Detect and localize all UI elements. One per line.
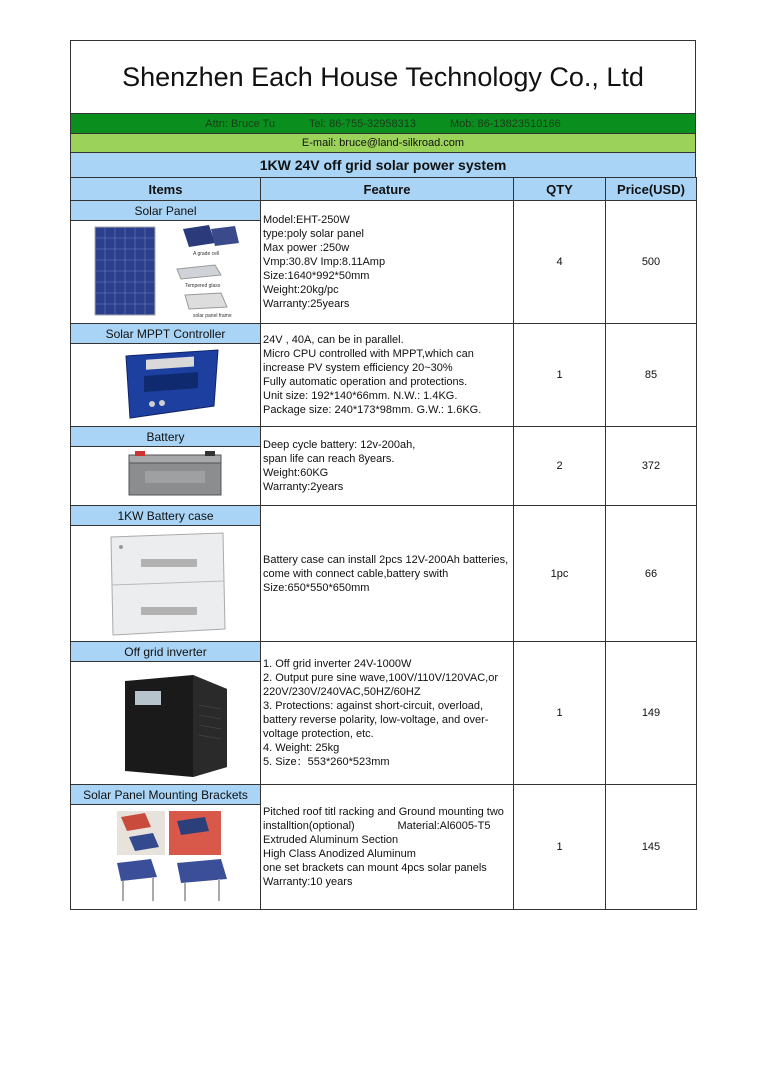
item-name: Off grid inverter: [71, 642, 261, 662]
battery-image: [71, 447, 261, 506]
item-price: 145: [606, 785, 697, 910]
item-qty: 4: [514, 201, 606, 324]
item-qty: 1: [514, 324, 606, 427]
table-row: [71, 201, 697, 221]
item-feature: Model:EHT-250W type:poly solar panel Max power :250w Vmp:30.8V Imp:8.11Amp Size:1640*992*50mm Weight:20kg/pc Warranty:25years: [261, 201, 514, 324]
item-price: 149: [606, 642, 697, 785]
email-text: E-mail: bruce@land-silkroad.com: [301, 137, 465, 149]
item-feature: Battery case can install 2pcs 12V-200Ah batteries, come with connect cable,battery swith Size:650*550*650mm: [261, 506, 514, 642]
mounting-brackets-image: [71, 805, 261, 910]
col-qty: QTY: [514, 178, 606, 201]
svg-text:Tempered glass: Tempered glass: [184, 283, 220, 289]
item-name: 1KW Battery case: [71, 506, 261, 526]
mppt-controller-image: [71, 344, 261, 427]
item-name: Solar Panel: [71, 201, 261, 221]
attn-text: Attn: Bruce Tu: [205, 117, 275, 130]
mob-text: Mob: 86-13823510166: [450, 117, 561, 130]
battery-case-image: [71, 526, 261, 642]
table-header: [71, 178, 697, 201]
item-name: Solar Panel Mounting Brackets: [71, 785, 261, 805]
item-price: 500: [606, 201, 697, 324]
email-band: [70, 133, 696, 152]
table-row: [71, 642, 697, 662]
item-feature: 1. Off grid inverter 24V-1000W 2. Output pure sine wave,100V/110V/120VAC,or 220V/230V/240VAC,50HZ/60HZ 3. Protections: against short-circuit, overload, battery reverse polarity, low-voltage, and over- voltage protection, etc. 4. Weight: 25kg 5. Size：553*260*523mm: [261, 642, 514, 785]
item-price: 85: [606, 324, 697, 427]
item-feature: Deep cycle battery: 12v-200ah, span life can reach 8years. Weight:60KG Warranty:2years: [261, 427, 514, 506]
item-feature: 24V , 40A, can be in parallel. Micro CPU controlled with MPPT,which can increase PV system efficiency 20~30% Fully automatic operation and protections. Unit size: 192*140*66mm. N.W.: 1.4KG. Package size: 240*173*98mm. G.W.: 1.6KG.: [261, 324, 514, 427]
table-row: [71, 785, 697, 805]
item-qty: 2: [514, 427, 606, 506]
tel-text: Tel: 86-755-32958313: [308, 117, 416, 130]
inverter-image: [71, 662, 261, 785]
item-qty: 1: [514, 642, 606, 785]
table-row: [71, 427, 697, 447]
item-name: Battery: [71, 427, 261, 447]
item-qty: 1pc: [514, 506, 606, 642]
table-row: [71, 506, 697, 526]
system-title: 1KW 24V off grid solar power system: [70, 152, 696, 177]
item-price: 372: [606, 427, 697, 506]
contact-band: [70, 113, 696, 133]
solar-panel-image: [71, 221, 261, 324]
table-row: [71, 324, 697, 344]
col-items: Items: [71, 178, 261, 201]
col-price: Price(USD): [606, 178, 697, 201]
item-qty: 1: [514, 785, 606, 910]
col-feature: Feature: [261, 178, 514, 201]
item-feature: Pitched roof titl racking and Ground mounting two installtion(optional) Material:Al6005-T5 Extruded Aluminum Section High Class Anodized Aluminum one set brackets can mount 4pcs solar panels Warranty:10 years: [261, 785, 514, 910]
item-name: Solar MPPT Controller: [71, 324, 261, 344]
svg-text:solar panel frame: solar panel frame: [192, 313, 232, 319]
item-price: 66: [606, 506, 697, 642]
company-title: Shenzhen Each House Technology Co., Ltd: [70, 40, 696, 113]
quotation-table: [70, 177, 697, 910]
svg-text:A grade cell: A grade cell: [192, 251, 219, 257]
quotation-sheet: [70, 40, 696, 910]
